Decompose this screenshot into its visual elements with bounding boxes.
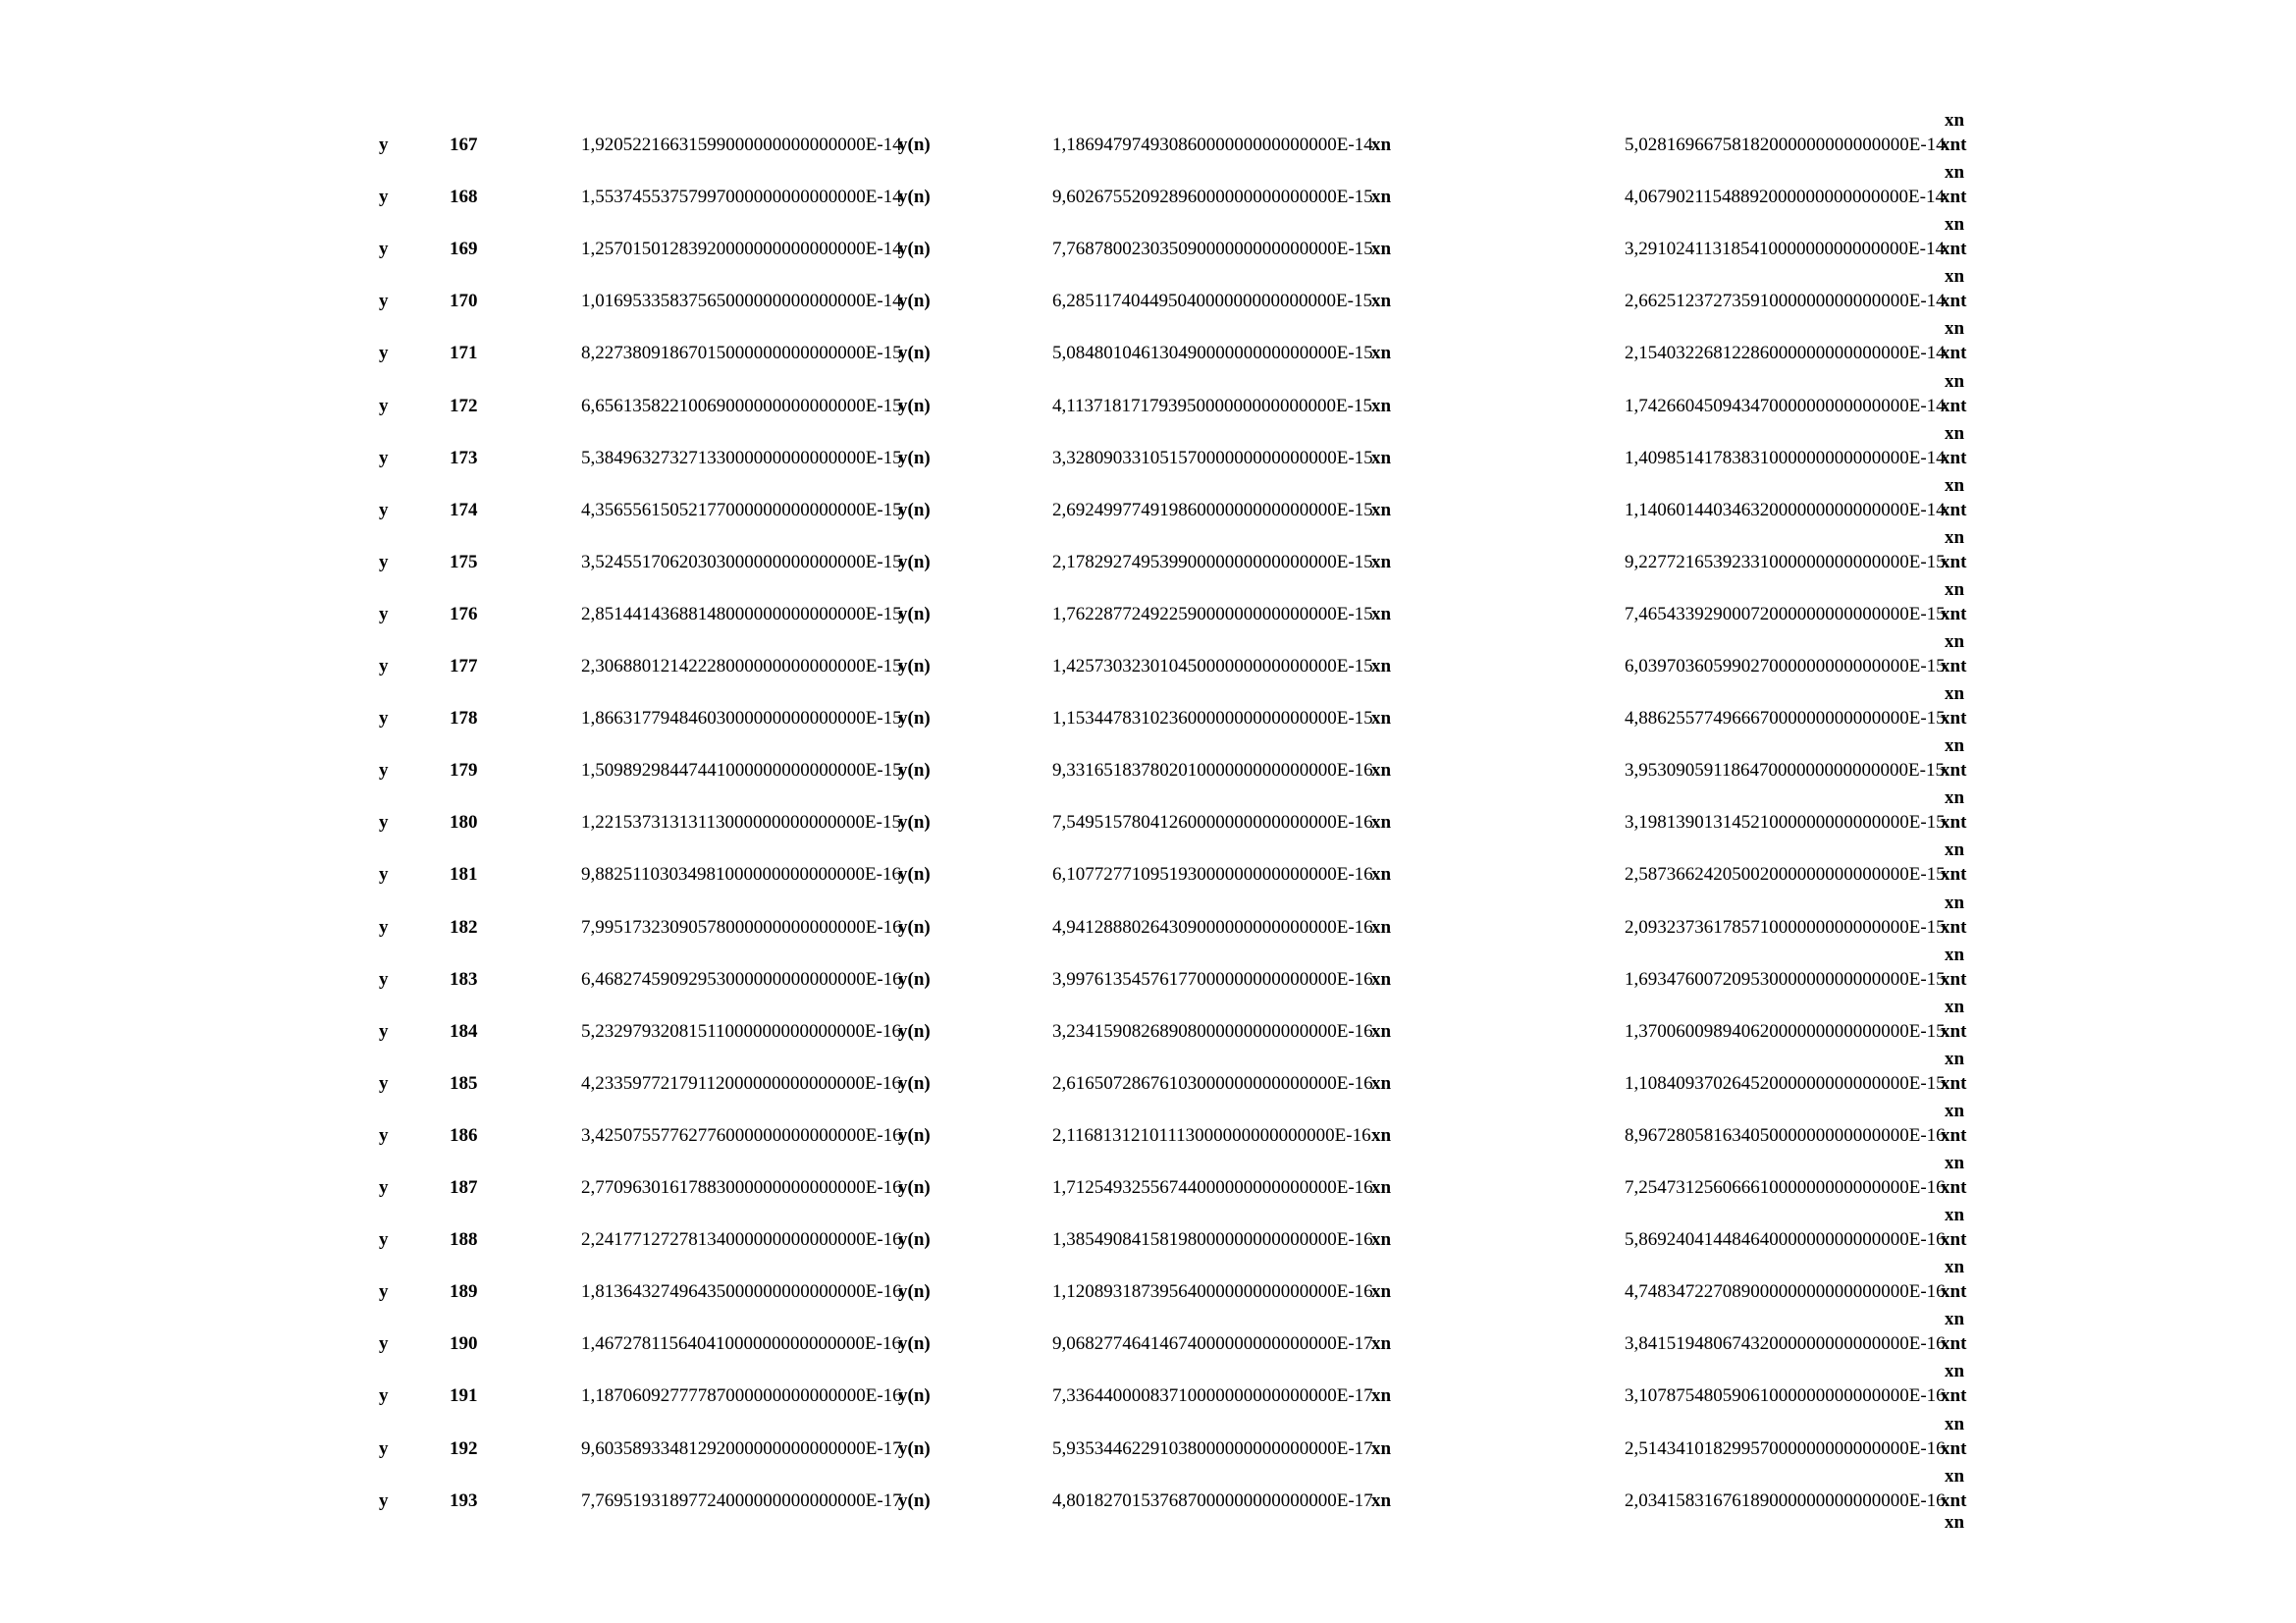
y-label: y(n) bbox=[898, 239, 931, 260]
xn-label: xn bbox=[1945, 735, 1965, 757]
xnt-label: xnt bbox=[1941, 1333, 1967, 1355]
y-label: y(n) bbox=[898, 1281, 931, 1303]
xnt-label: xnt bbox=[1941, 499, 1967, 520]
xn-label: xn bbox=[1945, 1100, 1965, 1121]
y-value: 1,46727811564041000000000000000E-16 bbox=[581, 1333, 901, 1355]
x-value: 7,54951578041260000000000000000E-16 bbox=[1052, 812, 1373, 834]
row-index: 180 bbox=[450, 812, 478, 834]
x-value: 7,33644000083710000000000000000E-17 bbox=[1052, 1385, 1373, 1407]
x-value: 3,99761354576177000000000000000E-16 bbox=[1052, 968, 1373, 990]
row-index: 187 bbox=[450, 1177, 478, 1198]
y-value: 1,55374553757997000000000000000E-14 bbox=[581, 187, 902, 208]
xnt-value: 2,51434101829957000000000000000E-16 bbox=[1625, 1437, 1946, 1459]
xnt-label: xnt bbox=[1941, 551, 1967, 572]
y-value: 5,23297932081511000000000000000E-16 bbox=[581, 1020, 901, 1042]
xnt-value: 3,19813901314521000000000000000E-15 bbox=[1625, 812, 1946, 834]
xnt-value: 4,74834722708900000000000000000E-16 bbox=[1625, 1281, 1946, 1303]
table-row bbox=[0, 413, 2296, 468]
y-label: y(n) bbox=[898, 1124, 931, 1146]
xnt-value: 8,96728058163405000000000000000E-16 bbox=[1625, 1124, 1946, 1146]
table-row bbox=[0, 1404, 2296, 1459]
xn-label: xn bbox=[1945, 944, 1965, 965]
xnt-value: 6,03970360599027000000000000000E-15 bbox=[1625, 656, 1946, 676]
table-row bbox=[0, 1351, 2296, 1407]
x-value: 1,15344783102360000000000000000E-15 bbox=[1052, 708, 1373, 730]
row-index: 179 bbox=[450, 760, 478, 782]
x-value: 2,61650728676103000000000000000E-16 bbox=[1052, 1072, 1373, 1094]
x-value: 6,10772771095193000000000000000E-16 bbox=[1052, 864, 1373, 886]
xn-label: xn bbox=[1945, 1465, 1965, 1487]
xnt-value: 3,84151948067432000000000000000E-16 bbox=[1625, 1333, 1946, 1355]
row-index: 189 bbox=[450, 1281, 478, 1303]
x-label: xn bbox=[1371, 1177, 1392, 1198]
xnt-label: xnt bbox=[1941, 760, 1967, 782]
y-label: y(n) bbox=[898, 1072, 931, 1094]
y-value: 7,76951931897724000000000000000E-17 bbox=[581, 1489, 902, 1511]
x-value: 4,11371817179395000000000000000E-15 bbox=[1052, 395, 1372, 416]
xn-label: xn bbox=[1945, 110, 1965, 131]
xnt-value: 5,86924041448464000000000000000E-16 bbox=[1625, 1229, 1946, 1251]
row-variable: y bbox=[379, 968, 389, 990]
table-row bbox=[0, 778, 2296, 834]
x-label: xn bbox=[1371, 1281, 1392, 1303]
xnt-label: xnt bbox=[1941, 343, 1967, 364]
xnt-value: 3,10787548059061000000000000000E-16 bbox=[1625, 1385, 1946, 1407]
x-value: 1,38549084158198000000000000000E-16 bbox=[1052, 1229, 1373, 1251]
y-label: y(n) bbox=[898, 395, 931, 416]
xnt-label: xnt bbox=[1941, 1385, 1967, 1407]
xn-label: xn bbox=[1945, 214, 1965, 236]
x-label: xn bbox=[1371, 708, 1392, 730]
row-index: 182 bbox=[450, 916, 478, 938]
y-value: 9,60358933481292000000000000000E-17 bbox=[581, 1437, 902, 1459]
y-label: y(n) bbox=[898, 1177, 931, 1198]
xnt-label: xnt bbox=[1941, 1281, 1967, 1303]
x-value: 9,60267552092896000000000000000E-15 bbox=[1052, 187, 1373, 208]
row-variable: y bbox=[379, 1437, 389, 1459]
xnt-label: xnt bbox=[1941, 968, 1967, 990]
row-variable: y bbox=[379, 812, 389, 834]
x-value: 5,08480104613049000000000000000E-15 bbox=[1052, 343, 1373, 364]
xn-label: xn bbox=[1945, 996, 1965, 1017]
xnt-label: xnt bbox=[1941, 1489, 1967, 1511]
x-label: xn bbox=[1371, 1333, 1392, 1355]
table-row bbox=[0, 883, 2296, 938]
y-label: y(n) bbox=[898, 1020, 931, 1042]
xn-label: xn bbox=[1945, 683, 1965, 705]
y-label: y(n) bbox=[898, 968, 931, 990]
xnt-label: xnt bbox=[1941, 1124, 1967, 1146]
x-value: 2,11681312101113000000000000000E-16 bbox=[1052, 1124, 1371, 1146]
y-label: y(n) bbox=[898, 603, 931, 624]
xn-label: xn bbox=[1945, 1205, 1965, 1226]
xn-label: xn bbox=[1945, 1153, 1965, 1173]
x-label: xn bbox=[1371, 760, 1392, 782]
x-label: xn bbox=[1371, 395, 1392, 416]
table-row bbox=[0, 256, 2296, 312]
xnt-label: xnt bbox=[1941, 187, 1967, 208]
row-variable: y bbox=[379, 1020, 389, 1042]
xnt-value: 2,09323736178571000000000000000E-15 bbox=[1625, 916, 1946, 938]
row-variable: y bbox=[379, 187, 389, 208]
xn-label: xn bbox=[1945, 1413, 1965, 1434]
xn-label: xn bbox=[1945, 422, 1965, 444]
y-label: y(n) bbox=[898, 1489, 931, 1511]
xn-label: xn bbox=[1945, 578, 1965, 600]
row-variable: y bbox=[379, 343, 389, 364]
xnt-value: 9,22772165392331000000000000000E-15 bbox=[1625, 551, 1946, 572]
y-value: 4,35655615052177000000000000000E-15 bbox=[581, 499, 902, 520]
xn-label: xn bbox=[1945, 526, 1965, 548]
xnt-value: 1,10840937026452000000000000000E-15 bbox=[1625, 1072, 1946, 1094]
xnt-label: xnt bbox=[1941, 603, 1967, 624]
xnt-value: 1,69347600720953000000000000000E-15 bbox=[1625, 968, 1946, 990]
xn-label: xn bbox=[1945, 1361, 1965, 1382]
x-label: xn bbox=[1371, 1072, 1392, 1094]
table-row bbox=[0, 1299, 2296, 1355]
table-row bbox=[0, 204, 2296, 260]
x-value: 3,32809033105157000000000000000E-15 bbox=[1052, 447, 1373, 468]
xn-label: xn bbox=[1945, 474, 1965, 496]
x-label: xn bbox=[1371, 135, 1392, 155]
y-value: 2,77096301617883000000000000000E-16 bbox=[581, 1177, 902, 1198]
row-index: 183 bbox=[450, 968, 478, 990]
y-label: y(n) bbox=[898, 499, 931, 520]
y-value: 1,81364327496435000000000000000E-16 bbox=[581, 1281, 902, 1303]
xnt-label: xnt bbox=[1941, 447, 1967, 468]
y-label: y(n) bbox=[898, 708, 931, 730]
y-label: y(n) bbox=[898, 135, 931, 155]
xnt-label: xnt bbox=[1941, 1229, 1967, 1251]
xnt-label: xnt bbox=[1941, 1072, 1967, 1094]
xnt-label: xnt bbox=[1941, 1177, 1967, 1198]
row-index: 169 bbox=[450, 239, 478, 260]
y-value: 1,18706092777787000000000000000E-16 bbox=[581, 1385, 902, 1407]
row-index: 171 bbox=[450, 343, 478, 364]
y-label: y(n) bbox=[898, 291, 931, 312]
x-value: 5,93534462291038000000000000000E-17 bbox=[1052, 1437, 1373, 1459]
table-row bbox=[0, 987, 2296, 1042]
x-value: 2,69249977491986000000000000000E-15 bbox=[1052, 499, 1373, 520]
xnt-value: 1,37006009894062000000000000000E-15 bbox=[1625, 1020, 1946, 1042]
row-index: 184 bbox=[450, 1020, 478, 1042]
row-variable: y bbox=[379, 551, 389, 572]
x-label: xn bbox=[1371, 499, 1392, 520]
x-label: xn bbox=[1371, 864, 1392, 886]
x-label: xn bbox=[1371, 656, 1392, 676]
xnt-label: xnt bbox=[1941, 916, 1967, 938]
y-label: y(n) bbox=[898, 760, 931, 782]
row-variable: y bbox=[379, 291, 389, 312]
row-variable: y bbox=[379, 1489, 389, 1511]
xn-label: xn bbox=[1945, 787, 1965, 809]
x-label: xn bbox=[1371, 1229, 1392, 1251]
xnt-value: 2,58736624205002000000000000000E-15 bbox=[1625, 864, 1946, 886]
row-variable: y bbox=[379, 864, 389, 886]
y-value: 2,85144143688148000000000000000E-15 bbox=[581, 603, 902, 624]
table-row bbox=[0, 1091, 2296, 1146]
y-label: y(n) bbox=[898, 1385, 931, 1407]
row-index: 192 bbox=[450, 1437, 478, 1459]
table-row bbox=[0, 726, 2296, 782]
y-value: 1,86631779484603000000000000000E-15 bbox=[581, 708, 902, 730]
xn-label: xn bbox=[1945, 370, 1965, 392]
row-variable: y bbox=[379, 499, 389, 520]
xnt-label: xnt bbox=[1941, 135, 1967, 155]
row-index: 168 bbox=[450, 187, 478, 208]
x-label: xn bbox=[1371, 1437, 1392, 1459]
xn-label: xn bbox=[1945, 266, 1965, 288]
table-row bbox=[0, 1195, 2296, 1251]
row-variable: y bbox=[379, 395, 389, 416]
x-label: xn bbox=[1371, 551, 1392, 572]
xnt-label: xnt bbox=[1941, 1437, 1967, 1459]
x-label: xn bbox=[1371, 291, 1392, 312]
xnt-label: xnt bbox=[1941, 291, 1967, 312]
x-value: 1,42573032301045000000000000000E-15 bbox=[1052, 656, 1373, 676]
xnt-value: 1,14060144034632000000000000000E-14 bbox=[1625, 499, 1946, 520]
table-row bbox=[0, 830, 2296, 886]
x-label: xn bbox=[1371, 916, 1392, 938]
table-row bbox=[0, 100, 2296, 155]
table-row bbox=[0, 308, 2296, 364]
table-row bbox=[0, 1143, 2296, 1198]
y-label: y(n) bbox=[898, 343, 931, 364]
row-index: 167 bbox=[450, 135, 478, 155]
row-variable: y bbox=[379, 603, 389, 624]
xn-label: xn bbox=[1945, 1257, 1965, 1278]
table-row bbox=[0, 465, 2296, 520]
y-value: 1,50989298447441000000000000000E-15 bbox=[581, 760, 902, 782]
xnt-value: 1,40985141783831000000000000000E-14 bbox=[1625, 447, 1946, 468]
row-variable: y bbox=[379, 708, 389, 730]
y-value: 4,23359772179112000000000000000E-16 bbox=[581, 1072, 901, 1094]
x-label: xn bbox=[1371, 343, 1392, 364]
row-variable: y bbox=[379, 1281, 389, 1303]
x-value: 4,80182701537687000000000000000E-17 bbox=[1052, 1489, 1373, 1511]
y-value: 2,24177127278134000000000000000E-16 bbox=[581, 1229, 902, 1251]
xnt-value: 4,06790211548892000000000000000E-14 bbox=[1625, 187, 1945, 208]
x-value: 7,76878002303509000000000000000E-15 bbox=[1052, 239, 1373, 260]
table-row bbox=[0, 517, 2296, 572]
y-label: y(n) bbox=[898, 1333, 931, 1355]
x-label: xn bbox=[1371, 603, 1392, 624]
xnt-value: 2,66251237273591000000000000000E-14 bbox=[1625, 291, 1946, 312]
table-row bbox=[0, 622, 2296, 674]
x-label: xn bbox=[1371, 1489, 1392, 1511]
table-row bbox=[0, 1039, 2296, 1094]
x-value: 4,94128880264309000000000000000E-16 bbox=[1052, 916, 1373, 938]
row-index: 174 bbox=[450, 499, 478, 520]
xnt-label: xnt bbox=[1941, 864, 1967, 886]
y-label: y(n) bbox=[898, 916, 931, 938]
x-value: 1,71254932556744000000000000000E-16 bbox=[1052, 1177, 1373, 1198]
x-value: 1,12089318739564000000000000000E-16 bbox=[1052, 1281, 1373, 1303]
y-value: 9,88251103034981000000000000000E-16 bbox=[581, 864, 901, 886]
y-value: 2,30688012142228000000000000000E-15 bbox=[581, 656, 902, 676]
y-value: 3,52455170620303000000000000000E-15 bbox=[581, 551, 902, 572]
y-label: y(n) bbox=[898, 812, 931, 834]
table-row bbox=[0, 1247, 2296, 1303]
x-label: xn bbox=[1371, 187, 1392, 208]
xnt-label: xnt bbox=[1941, 656, 1967, 676]
x-label: xn bbox=[1371, 239, 1392, 260]
xn-label: xn bbox=[1945, 318, 1965, 340]
row-variable: y bbox=[379, 1072, 389, 1094]
y-value: 1,25701501283920000000000000000E-14 bbox=[581, 239, 902, 260]
xnt-label: xnt bbox=[1941, 708, 1967, 730]
row-index: 176 bbox=[450, 603, 478, 624]
table-row bbox=[0, 152, 2296, 208]
xn-label: xn bbox=[1945, 1048, 1965, 1069]
x-label: xn bbox=[1371, 1124, 1392, 1146]
row-index: 172 bbox=[450, 395, 478, 416]
table-row bbox=[0, 935, 2296, 990]
x-label: xn bbox=[1371, 447, 1392, 468]
y-value: 3,42507557762776000000000000000E-16 bbox=[581, 1124, 902, 1146]
x-label: xn bbox=[1371, 1385, 1392, 1407]
x-value: 9,06827746414674000000000000000E-17 bbox=[1052, 1333, 1373, 1355]
row-variable: y bbox=[379, 447, 389, 468]
y-label: y(n) bbox=[898, 656, 931, 676]
row-index: 191 bbox=[450, 1385, 478, 1407]
xnt-label: xnt bbox=[1941, 239, 1967, 260]
row-variable: y bbox=[379, 135, 389, 155]
row-index: 181 bbox=[450, 864, 478, 886]
x-value: 6,28511740449504000000000000000E-15 bbox=[1052, 291, 1372, 312]
y-label: y(n) bbox=[898, 447, 931, 468]
y-value: 6,46827459092953000000000000000E-16 bbox=[581, 968, 902, 990]
xnt-label: xnt bbox=[1941, 395, 1967, 416]
y-label: y(n) bbox=[898, 187, 931, 208]
x-value: 3,23415908268908000000000000000E-16 bbox=[1052, 1020, 1373, 1042]
xnt-label: xnt bbox=[1941, 1020, 1967, 1042]
y-value: 6,65613582210069000000000000000E-15 bbox=[581, 395, 902, 416]
xnt-value: 7,46543392900072000000000000000E-15 bbox=[1625, 603, 1946, 624]
x-value: 1,76228772492259000000000000000E-15 bbox=[1052, 603, 1373, 624]
row-variable: y bbox=[379, 916, 389, 938]
row-variable: y bbox=[379, 656, 389, 676]
row-variable: y bbox=[379, 1177, 389, 1198]
y-label: y(n) bbox=[898, 551, 931, 572]
row-variable: y bbox=[379, 760, 389, 782]
xnt-label: xnt bbox=[1941, 812, 1967, 834]
table-row bbox=[0, 674, 2296, 730]
x-value: 9,33165183780201000000000000000E-16 bbox=[1052, 760, 1373, 782]
y-value: 8,22738091867015000000000000000E-15 bbox=[581, 343, 902, 364]
xnt-value: 2,15403226812286000000000000000E-14 bbox=[1625, 343, 1946, 364]
row-variable: y bbox=[379, 1124, 389, 1146]
table-row bbox=[0, 361, 2296, 416]
x-label: xn bbox=[1371, 812, 1392, 834]
row-index: 190 bbox=[450, 1333, 478, 1355]
row-index: 177 bbox=[450, 656, 478, 676]
y-value: 5,38496327327133000000000000000E-15 bbox=[581, 447, 902, 468]
xn-label: xn bbox=[1945, 631, 1965, 652]
row-variable: y bbox=[379, 1333, 389, 1355]
x-value: 2,17829274953990000000000000000E-15 bbox=[1052, 551, 1373, 572]
trailing-xn-label: xn bbox=[1945, 1512, 1965, 1533]
y-value: 1,22153731313113000000000000000E-15 bbox=[581, 812, 901, 834]
xnt-value: 7,25473125606661000000000000000E-16 bbox=[1625, 1177, 1946, 1198]
row-index: 173 bbox=[450, 447, 478, 468]
y-value: 1,01695335837565000000000000000E-14 bbox=[581, 291, 902, 312]
xnt-value: 1,74266045094347000000000000000E-14 bbox=[1625, 395, 1946, 416]
row-index: 193 bbox=[450, 1489, 478, 1511]
xnt-value: 2,03415831676189000000000000000E-16 bbox=[1625, 1489, 1946, 1511]
row-index: 186 bbox=[450, 1124, 478, 1146]
y-value: 1,92052216631599000000000000000E-14 bbox=[581, 135, 902, 155]
row-index: 170 bbox=[450, 291, 478, 312]
row-variable: y bbox=[379, 1385, 389, 1407]
xn-label: xn bbox=[1945, 839, 1965, 861]
x-value: 1,18694797493086000000000000000E-14 bbox=[1052, 135, 1373, 155]
y-label: y(n) bbox=[898, 1437, 931, 1459]
row-index: 188 bbox=[450, 1229, 478, 1251]
x-label: xn bbox=[1371, 968, 1392, 990]
table-row bbox=[0, 569, 2296, 622]
xn-label: xn bbox=[1945, 162, 1965, 184]
x-label: xn bbox=[1371, 1020, 1392, 1042]
xnt-value: 4,88625577496667000000000000000E-15 bbox=[1625, 708, 1946, 730]
y-label: y(n) bbox=[898, 864, 931, 886]
row-variable: y bbox=[379, 239, 389, 260]
xnt-value: 3,95309059118647000000000000000E-15 bbox=[1625, 760, 1945, 782]
y-label: y(n) bbox=[898, 1229, 931, 1251]
xn-label: xn bbox=[1945, 1309, 1965, 1330]
row-index: 175 bbox=[450, 551, 478, 572]
y-value: 7,99517323090578000000000000000E-16 bbox=[581, 916, 902, 938]
row-variable: y bbox=[379, 1229, 389, 1251]
xn-label: xn bbox=[1945, 892, 1965, 913]
xnt-value: 3,29102411318541000000000000000E-14 bbox=[1625, 239, 1945, 260]
row-index: 178 bbox=[450, 708, 478, 730]
table-row bbox=[0, 1456, 2296, 1511]
xnt-value: 5,02816966758182000000000000000E-14 bbox=[1625, 135, 1946, 155]
row-index: 185 bbox=[450, 1072, 478, 1094]
